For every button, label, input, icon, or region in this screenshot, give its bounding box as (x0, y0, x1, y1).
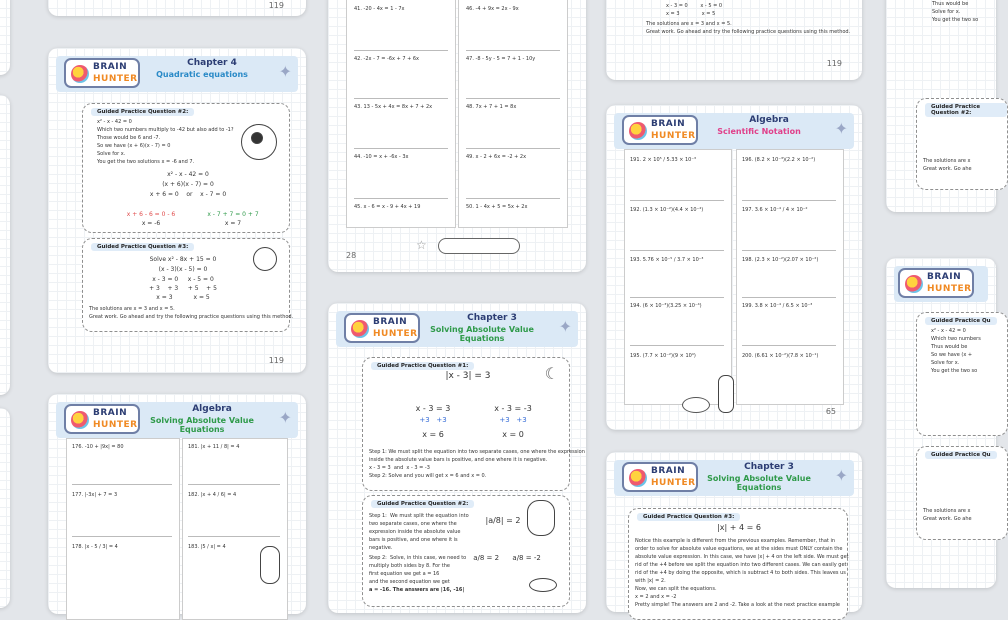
equation: |a/8| = 2 (485, 516, 521, 525)
exercise-item: 197. 3.6 × 10⁻⁴ / 4 × 10⁻² (742, 207, 808, 213)
answer-line (742, 250, 836, 251)
moon-icon: ☾ (544, 364, 559, 383)
brain-icon (905, 275, 923, 293)
page-number: 119 (268, 356, 284, 365)
math-right-step: x - 7 + 7 = 0 + 7 (207, 211, 259, 218)
math-left-result: x = -6 (141, 220, 161, 227)
brain-icon (71, 65, 89, 83)
step-line: inside the absolute value bars is positive, and one where it is negative. (369, 457, 548, 463)
exercise-item: 176. -10 + |9x| = 80 (72, 444, 124, 450)
logo-text-bottom: HUNTER (93, 420, 138, 430)
logo-text-top: BRAIN (93, 62, 128, 72)
page-scientific-notation (606, 105, 862, 430)
exercise-item: 196. (8.2 × 10⁻³)(2.2 × 10⁻²) (742, 157, 816, 163)
equation: |x - 3| = 3 (445, 371, 491, 381)
exercise-item: 193. 5.76 × 10⁻⁵ / 3.7 × 10⁻³ (630, 257, 704, 263)
answer-line (188, 484, 280, 485)
exercise-item: 44. -10 = x + -6x - 3x (354, 154, 409, 160)
question-line: Those would be 6 and -7. (97, 135, 161, 141)
brain-hunter-logo (64, 404, 140, 434)
chapter-title: Chapter 4 (187, 58, 237, 68)
question-line: x² - x - 42 = 0 (931, 328, 966, 334)
logo-text-top: BRAIN (651, 466, 686, 476)
guided-question-box-2 (362, 495, 570, 607)
exercise-item: 195. (7.7 × 10⁻²)(9 × 10⁴) (630, 353, 696, 359)
question-line: Solve for x. (97, 151, 126, 157)
page-chapter4-quadratic (48, 48, 306, 373)
case-right-step: +3 +3 (499, 416, 527, 424)
question-label: Guided Practice Question #3: (637, 513, 740, 521)
alien-illustration (718, 375, 734, 413)
equation: |x| + 4 = 6 (717, 523, 761, 532)
conclusion-line: Great work. Go ahe (923, 516, 972, 522)
question-line: Solve for x. (932, 9, 961, 15)
step-line: Step 2: Solve and you will get x = 6 and x = 0. (369, 473, 487, 479)
conclusion-line: The solutions are x = 3 and x = 5. (89, 306, 175, 312)
answer-line (72, 484, 172, 485)
logo-text-top: BRAIN (373, 317, 408, 327)
step-line: a = -16. The answers are |16, -16| (369, 587, 465, 593)
math-line: x - 3 = 0 x - 5 = 0 (152, 276, 214, 283)
conclusion-line: Great work. Go ahead and try the following practice questions using this method. (89, 314, 294, 320)
question-line: You get the two so (931, 368, 978, 374)
math-left-step: x + 6 - 6 = 0 - 6 (126, 211, 176, 218)
exercise-item: 45. x - 6 = x - 9 + 4x + 19 (354, 204, 421, 210)
answer-line (354, 50, 448, 51)
page-chapter3-question3 (606, 452, 862, 612)
step-line: Step 1: We must split the equation into two separate cases, one where the expression (369, 449, 585, 455)
answer-line (354, 198, 448, 199)
answer-line (630, 345, 724, 346)
brain-icon (629, 122, 647, 140)
ufo-illustration (529, 578, 557, 592)
answer-line (354, 148, 448, 149)
star-icon: ✦ (834, 466, 848, 485)
exercise-item: 199. 3.8 × 10⁻⁴ / 6.5 × 10⁻³ (742, 303, 813, 309)
page-far-right-a (886, 0, 996, 212)
exercise-item: 192. (1.3 × 10⁻²)(4.4 × 10⁻⁴) (630, 207, 704, 213)
math-line: x = 3 x = 5 (666, 11, 716, 17)
brain-hunter-logo (344, 313, 420, 343)
question-line: Which two numbers multiply to -42 but also add to -1? (97, 127, 234, 133)
step-line: two separate cases, one where the (369, 521, 457, 527)
exercise-column-right (736, 149, 844, 405)
answer-line (354, 98, 448, 99)
question-line: Which two numbers (931, 336, 981, 342)
exercise-item: 191. 2 × 10⁵ / 5.33 × 10⁻³ (630, 157, 697, 163)
exercise-item: 42. -2x - 7 = -6x + 7 + 6x (354, 56, 420, 62)
answer-line (466, 98, 560, 99)
explanation-line: rid of the +4 by doing the opposite, which is subtract 4 to both sides. This leaves us (635, 570, 846, 576)
star-icon: ✦ (278, 62, 292, 81)
conclusion-line: The solutions are x (923, 508, 971, 514)
exercise-column-right (458, 0, 568, 228)
conclusion-line: The solutions are x (923, 158, 971, 164)
question-line: Thus would be (931, 344, 968, 350)
page-number: 119 (268, 1, 284, 10)
cases: a/8 = 2 a/8 = -2 (473, 554, 541, 562)
star-icon: ✦ (834, 119, 848, 138)
explanation-line: rid of the +4 before we split the equation into two different cases. We can easily get (635, 562, 847, 568)
guided-question-box (916, 312, 1008, 436)
brain-hunter-logo (622, 115, 698, 145)
exercise-item: 48. 7x + 7 + 1 = 8x (466, 104, 517, 110)
case-right: x - 3 = -3 (494, 404, 532, 413)
answer-line (630, 200, 724, 201)
rocket-illustration (438, 238, 520, 254)
logo-text-top: BRAIN (927, 272, 962, 282)
page-chapter3-absolute-value (328, 303, 586, 613)
step-line: first equation we get a = 16 (369, 571, 440, 577)
case-left: x - 3 = 3 (415, 404, 451, 413)
logo-text-top: BRAIN (93, 408, 128, 418)
answer-line (72, 536, 172, 537)
explanation-line: x = 2 and x = -2 (635, 594, 677, 600)
logo-text-bottom: HUNTER (93, 74, 138, 84)
answer-line (188, 536, 280, 537)
exercise-column-right (182, 438, 288, 620)
guided-question-box-1 (82, 103, 290, 233)
exercise-item: 49. x - 2 + 6x = -2 + 2x (466, 154, 527, 160)
answer-line (466, 50, 560, 51)
exercise-item: 198. (2.3 × 10⁻²)(2.07 × 10⁻²) (742, 257, 819, 263)
math-line: + 3 + 3 + 5 + 5 (149, 285, 217, 292)
step-line: and the second equation we get (369, 579, 450, 585)
exercise-column-left (66, 438, 180, 620)
conclusion-line: The solutions are x = 3 and x = 5. (646, 21, 732, 27)
step-line: multiply both sides by 8. For the (369, 563, 450, 569)
exercise-item: 43. 13 - 5x + 4x = 8x + 7 + 2x (354, 104, 433, 110)
brain-hunter-logo (898, 268, 974, 298)
explanation-line: with |x| = 2. (635, 578, 666, 584)
case-right-result: x = 0 (502, 430, 524, 439)
exercise-item: 181. |x + 11 / 8| = 4 (188, 444, 240, 450)
logo-text-bottom: HUNTER (927, 284, 972, 294)
exercise-item: 194. (6 × 10⁻³)(3.25 × 10⁻⁴) (630, 303, 702, 309)
brain-icon (351, 320, 369, 338)
page-subtitle: Solving Absolute Value Equations (150, 416, 254, 434)
conclusion-line: Great work. Go ahe (923, 166, 972, 172)
explanation-line: absolute value expression. In this case, we have |x| + 4 on the left side. We must get (635, 554, 849, 560)
question-label: Guided Practice Qu (925, 451, 997, 459)
page-far-right-b (886, 258, 996, 588)
math-line: x = 3 x = 5 (156, 294, 210, 301)
case-left-result: x = 6 (422, 430, 444, 439)
guided-question-box (916, 98, 1008, 190)
guided-question-box (916, 446, 1008, 540)
monster-eye (251, 132, 263, 144)
answer-line (466, 148, 560, 149)
math-right-result: x = 7 (224, 220, 242, 227)
chapter-title: Chapter 3 (467, 313, 517, 323)
page-number: 119 (826, 59, 842, 68)
star-icon: ✦ (278, 408, 292, 427)
planet-illustration (253, 247, 277, 271)
step-line: bars is positive, and one where it is (369, 537, 458, 543)
page-absolute-value-exercises (48, 394, 306, 614)
question-label: Guided Practice Question #2: (371, 500, 474, 508)
answer-line (742, 297, 836, 298)
question-line: So we have (x + (931, 352, 973, 358)
question-line: So we have (x + 6)(x - 7) = 0 (97, 143, 171, 149)
exercise-item: 50. 1 - 4x + 5 = 5x + 2x (466, 204, 528, 210)
math-line: (x - 3)(x - 5) = 0 (158, 266, 208, 273)
conclusion-line: Great work. Go ahead and try the following practice questions using this method. (646, 29, 851, 35)
explanation-line: Notice this example is different from the previous examples. Remember, that in (635, 538, 836, 544)
question-line: x² - x - 42 = 0 (97, 119, 132, 125)
logo-text-bottom: HUNTER (651, 478, 696, 488)
page-title: Algebra (192, 404, 232, 414)
explanation-line: Pretty simple! The answers are 2 and -2. Take a look at the next practice example (635, 602, 840, 608)
page-left-edge-top (0, 0, 10, 75)
page-left-edge-bottom (0, 408, 10, 608)
math-line: x - 3 = 0 x - 5 = 0 (666, 3, 723, 9)
page-exercises-41-50 (328, 0, 586, 272)
explanation-line: Now, we can split the equations. (635, 586, 717, 592)
exercise-item: 46. -4 + 9x = 2x - 9x (466, 6, 519, 12)
star-icon: ✦ (558, 317, 572, 336)
step-line: Step 2: Solve, in this case, we need to (369, 555, 467, 561)
exercise-item: 41. -20 - 4x = 1 - 7x (354, 6, 405, 12)
page-top-right (606, 0, 862, 80)
page-title: Algebra (749, 115, 789, 125)
question-label: Guided Practice Question #3: (91, 243, 194, 251)
alien-illustration (260, 546, 280, 584)
brain-hunter-logo (64, 58, 140, 88)
exercise-item: 183. |5 / x| = 4 (188, 544, 226, 550)
answer-line (742, 345, 836, 346)
star-icon: ☆ (416, 238, 427, 252)
answer-line (742, 200, 836, 201)
step-line: Step 1: We must split the equation into (369, 513, 469, 519)
answer-line (466, 198, 560, 199)
exercise-item: 182. |x + 4 / 6| = 4 (188, 492, 237, 498)
page-top-mid-strip (48, 0, 306, 16)
logo-text-top: BRAIN (651, 119, 686, 129)
question-line: Thus would be (932, 1, 969, 7)
exercise-item: 177. |-3x| + 7 = 3 (72, 492, 118, 498)
exercise-item: 178. |x - 5 / 3| = 4 (72, 544, 118, 550)
chapter-subtitle: Quadratic equations (156, 70, 248, 79)
chapter-subtitle: Solving Absolute Value Equations (707, 474, 811, 492)
question-label: Guided Practice Question #1: (371, 362, 474, 370)
guided-question-box-1 (362, 357, 585, 491)
guided-question-box-2 (82, 238, 294, 332)
math-line: (x + 6)(x - 7) = 0 (162, 181, 214, 188)
question-label: Guided Practice Question #2: (925, 103, 1007, 117)
exercise-item: 47. -8 - 5y - 5 = 7 + 1 - 10y (466, 56, 536, 62)
page-number: 28 (346, 251, 357, 260)
brain-icon (71, 411, 89, 429)
math-line: x² - x - 42 = 0 (167, 171, 209, 178)
chapter-subtitle: Solving Absolute Value Equations (430, 325, 534, 343)
math-line: x + 6 = 0 or x - 7 = 0 (149, 191, 227, 198)
question-label: Guided Practice Qu (925, 317, 997, 325)
explanation-line: order to solve for absolute value equations, we at the sides must ONLY contain the (635, 546, 843, 552)
page-number: 65 (825, 407, 836, 416)
question-line: You get the two solutions x = -6 and 7. (97, 159, 195, 165)
exercise-column-left (346, 0, 456, 228)
question-line: Solve for x. (931, 360, 960, 366)
case-left-step: +3 +3 (419, 416, 447, 424)
logo-text-bottom: HUNTER (373, 329, 418, 339)
page-left-edge-mid (0, 95, 10, 395)
step-line: negative. (369, 545, 393, 551)
step-line: expression inside the absolute value (369, 529, 461, 535)
question-line: You get the two so (932, 17, 979, 23)
logo-text-bottom: HUNTER (651, 131, 696, 141)
step-line: x - 3 = 3 and x - 3 = -3 (369, 465, 430, 471)
exercise-column-left (624, 149, 732, 405)
planet-illustration (682, 397, 710, 413)
exercise-item: 200. (6.61 × 10⁻²)(7.8 × 10⁻¹) (742, 353, 819, 359)
answer-line (630, 297, 724, 298)
answer-line (630, 250, 724, 251)
question-label: Guided Practice Question #2: (91, 108, 194, 116)
brain-hunter-logo (622, 462, 698, 492)
guided-question-box-3 (628, 508, 848, 620)
page-subtitle: Scientific Notation (717, 127, 801, 136)
monster-illustration (527, 500, 555, 536)
math-line: Solve x² - 8x + 15 = 0 (149, 256, 217, 263)
chapter-title: Chapter 3 (744, 462, 794, 472)
brain-icon (629, 469, 647, 487)
